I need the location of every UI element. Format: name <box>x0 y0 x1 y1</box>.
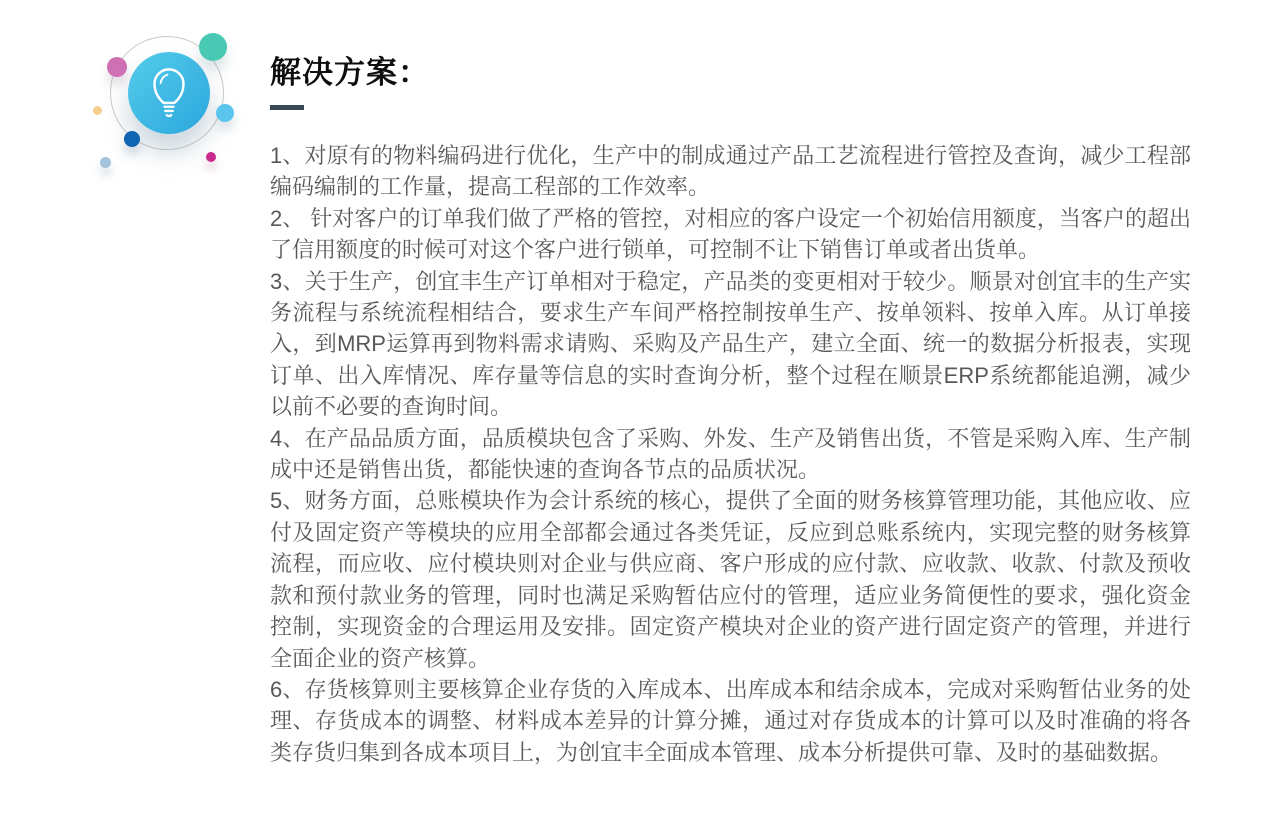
lightbulb-icon <box>128 52 210 134</box>
solution-text <box>270 140 1191 768</box>
solution-paragraph-6: 6、存货核算则主要核算企业存货的入库成本、出库成本和结余成本，完成对采购暂估业务的处理、存货成本的调整、材料成本差异的计算分摊，通过对存货成本的计算可以及时准确的将各类存货归集到各成本项目上，为创宜丰全面成本管理、成本分析提供可靠、及时的基础数据。 <box>270 676 1191 765</box>
decorative-dot-pink <box>107 57 127 77</box>
decorative-dot-magenta <box>206 152 216 162</box>
solution-paragraph-2: 2、 针对客户的订单我们做了严格的管控，对相应的客户设定一个初始信用额度，当客户的超出了信用额度的时候可对这个客户进行锁单，可控制不让下销售订单或者出货单。 <box>270 205 1191 263</box>
decorative-dot-dark-blue <box>124 131 140 147</box>
decorative-dot-sky <box>216 104 234 122</box>
solution-content <box>270 55 1191 768</box>
solution-paragraph-3: 3、关于生产，创宜丰生产订单相对于稳定，产品类的变更相对于较少。顺景对创宜丰的生产实务流程与系统流程相结合，要求生产车间严格控制按单生产、按单领料、按单入库。从订单接入，到MRP运算再到物料需求请购、采购及产品生产，建立全面、统一的数据分析报表，实现订单、出入库情况、库存量等信息的实时查询分析，整个过程在顺景ERP系统都能追溯，减少以前不必要的查询时间。 <box>270 268 1191 420</box>
solution-paragraph-4: 4、在产品品质方面，品质模块包含了采购、外发、生产及销售出货，不管是采购入库、生产制成中还是销售出货，都能快速的查询各节点的品质状况。 <box>270 425 1191 483</box>
lightbulb-glyph <box>145 64 193 122</box>
lightbulb-illustration <box>0 0 260 220</box>
title-underline <box>270 105 304 110</box>
decorative-dot-yellow <box>93 106 102 115</box>
solution-paragraph-1: 1、对原有的物料编码进行优化，生产中的制成通过产品工艺流程进行管控及查询，减少工程部编码编制的工作量，提高工程部的工作效率。 <box>270 143 1191 200</box>
page-title: 解决方案： <box>270 55 430 90</box>
solution-paragraph-5: 5、财务方面，总账模块作为会计系统的核心，提供了全面的财务核算管理功能，其他应收、应付及固定资产等模块的应用全部都会通过各类凭证，反应到总账系统内，实现完整的财务核算流程，而应收、应付模块则对企业与供应商、客户形成的应付款、应收款、收款、付款及预收款和预付款业务的管理，同时也满足采购暂估应付的管理，适应业务简便性的要求，强化资金控制，实现资金的合理运用及安排。固定资产模块对企业的资产进行固定资产的管理，并进行全面企业的资产核算。 <box>270 488 1191 671</box>
decorative-dot-teal <box>199 33 227 61</box>
decorative-dot-steel <box>100 157 111 168</box>
